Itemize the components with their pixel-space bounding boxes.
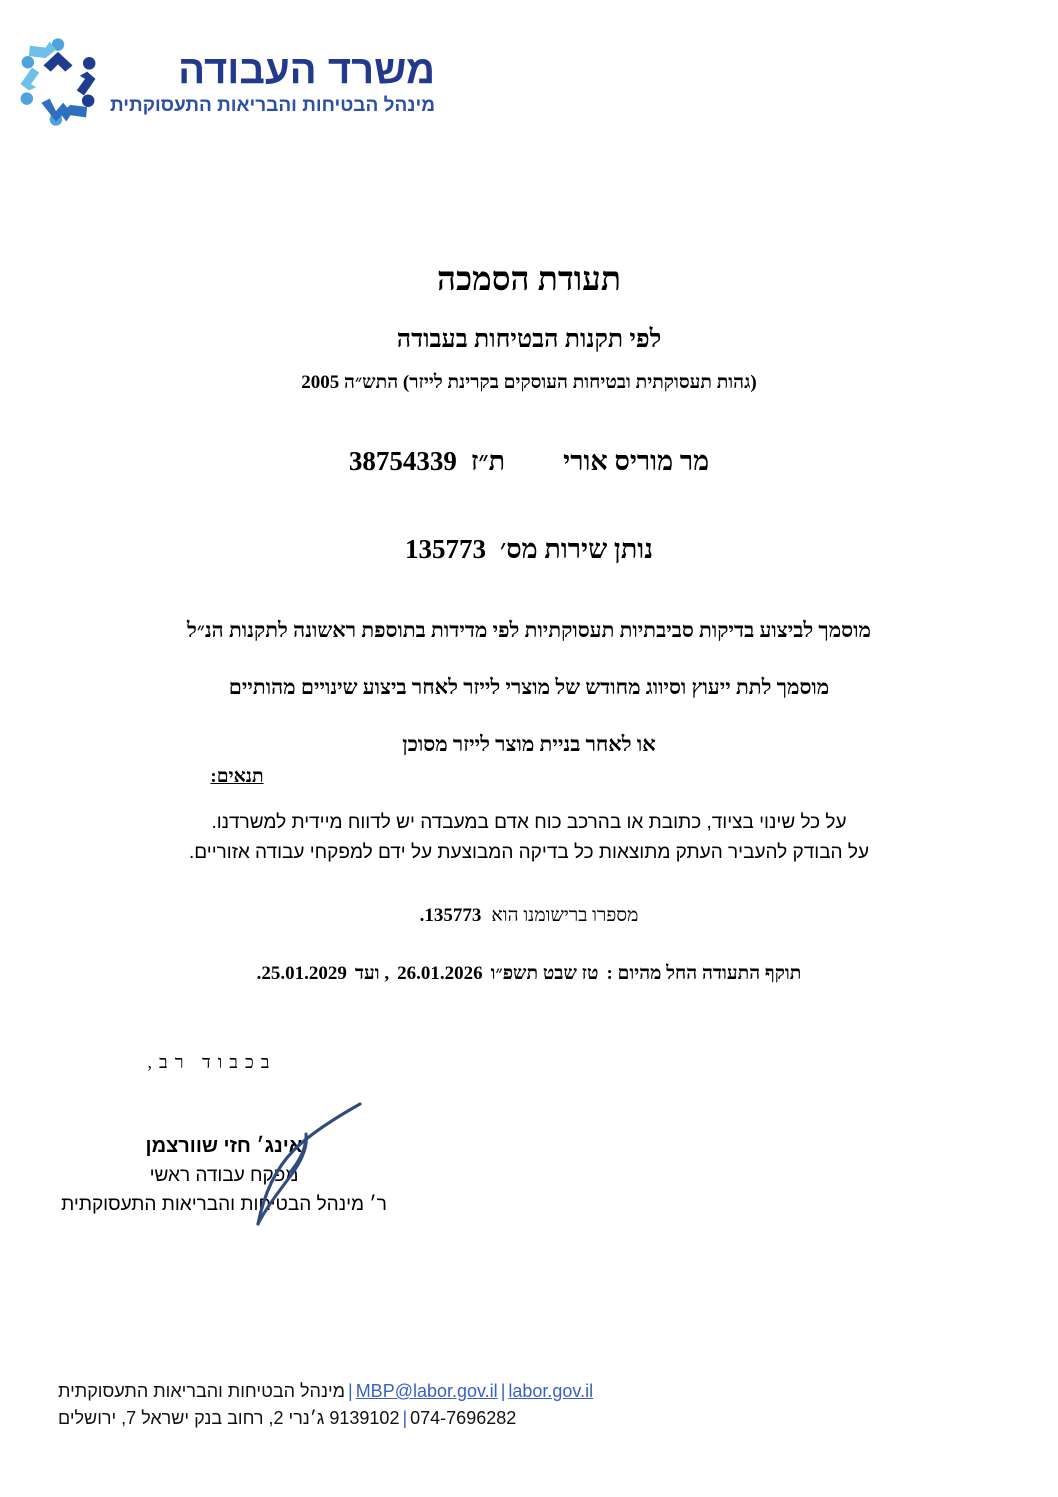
registration-label: מספרו ברישומנו הוא (491, 905, 639, 926)
holder-name: מר מוריס אורי (563, 446, 710, 476)
signatory-role: מפקח עבודה ראשי (149, 1165, 299, 1186)
terms-body (0, 808, 1058, 868)
validity-label: תוקף התעודה החל מהיום : (606, 963, 802, 984)
validity-line (0, 963, 1058, 985)
ministry-department-name: מינהל הבטיחות והבריאות התעסוקתית (110, 94, 436, 116)
validity-start-date: 26.01.2026 (397, 963, 483, 984)
validity-middle-text: , ועד (354, 963, 390, 984)
certificate-scope (0, 618, 1058, 757)
provider-number: 135773 (405, 534, 486, 564)
terms-heading-row (0, 766, 1058, 788)
service-provider-line (0, 534, 1058, 565)
validity-hebrew-date: טז שבט תשפ״ו (490, 963, 599, 984)
footer-zip: 9139102 (329, 1408, 400, 1428)
law-reference: (גהות תעסוקתית ובטיחות העוסקים בקרינת לייזר) התש״ה 2005 (301, 372, 757, 393)
registration-line (0, 905, 1058, 927)
certificate-subtitle: לפי תקנות הבטיחות בעבודה (396, 326, 662, 353)
signatory-department: ר׳ מינהל הבטיחות והבריאות התעסוקתית (61, 1194, 387, 1215)
document-footer (0, 1378, 1058, 1432)
signatory-name: אינג׳ חזי שוורצמן (145, 1135, 303, 1157)
id-label: ת״ז (470, 446, 506, 476)
scope-line: או לאחר בניית מוצר לייזר מסוכן (402, 732, 656, 756)
footer-separator: | (402, 1408, 408, 1428)
scope-line: מוסמך לתת ייעוץ וסיווג מחודש של מוצרי לייזר לאחר ביצוע שינויים מהותיים (228, 675, 830, 699)
website-link[interactable]: labor.gov.il (508, 1381, 594, 1401)
provider-label: נותן שירות מס׳ (500, 534, 653, 564)
id-number: 38754339 (348, 446, 457, 476)
scope-line: מוסמך לביצוע בדיקות סביבתיות תעסוקתיות לפי מדידות בתוספת ראשונה לתקנות הנ״ל (187, 618, 871, 642)
ministry-of-labor-hexagon-logo-icon (6, 30, 110, 134)
footer-line-1 (58, 1378, 1058, 1405)
terms-heading: תנאים: (210, 766, 264, 787)
footer-separator: | (348, 1381, 353, 1401)
footer-address: ג׳נרי 2, רחוב בנק ישראל 7, ירושלים (58, 1408, 325, 1428)
footer-line-2 (58, 1405, 1058, 1432)
terms-line: על הבודק להעביר העתק מתוצאות כל בדיקה המבוצעת על ידם למפקחי עבודה אזוריים. (188, 842, 870, 863)
registration-number: 135773. (419, 905, 482, 926)
page-title: תעודת הסמכה (437, 262, 621, 298)
regards-text: בכבוד רב, (147, 1052, 277, 1072)
footer-phone: 074-7696282 (410, 1408, 517, 1428)
footer-department-name: מינהל הבטיחות והבריאות התעסוקתית (58, 1381, 345, 1401)
ministry-logo-text (110, 47, 436, 116)
validity-end-date: 25.01.2029. (256, 963, 347, 984)
signature-block (24, 1052, 424, 1216)
certificate-holder-line (0, 446, 1058, 477)
ministry-name: משרד העבודה (178, 47, 436, 92)
footer-separator: | (500, 1381, 506, 1401)
terms-line: על כל שינוי בציוד, כתובת או בהרכב כוח אדם במעבדה יש לדווח מיידית למשרדנו. (211, 812, 847, 833)
email-link[interactable]: MBP@labor.gov.il (355, 1381, 498, 1401)
document-header (0, 22, 1058, 142)
